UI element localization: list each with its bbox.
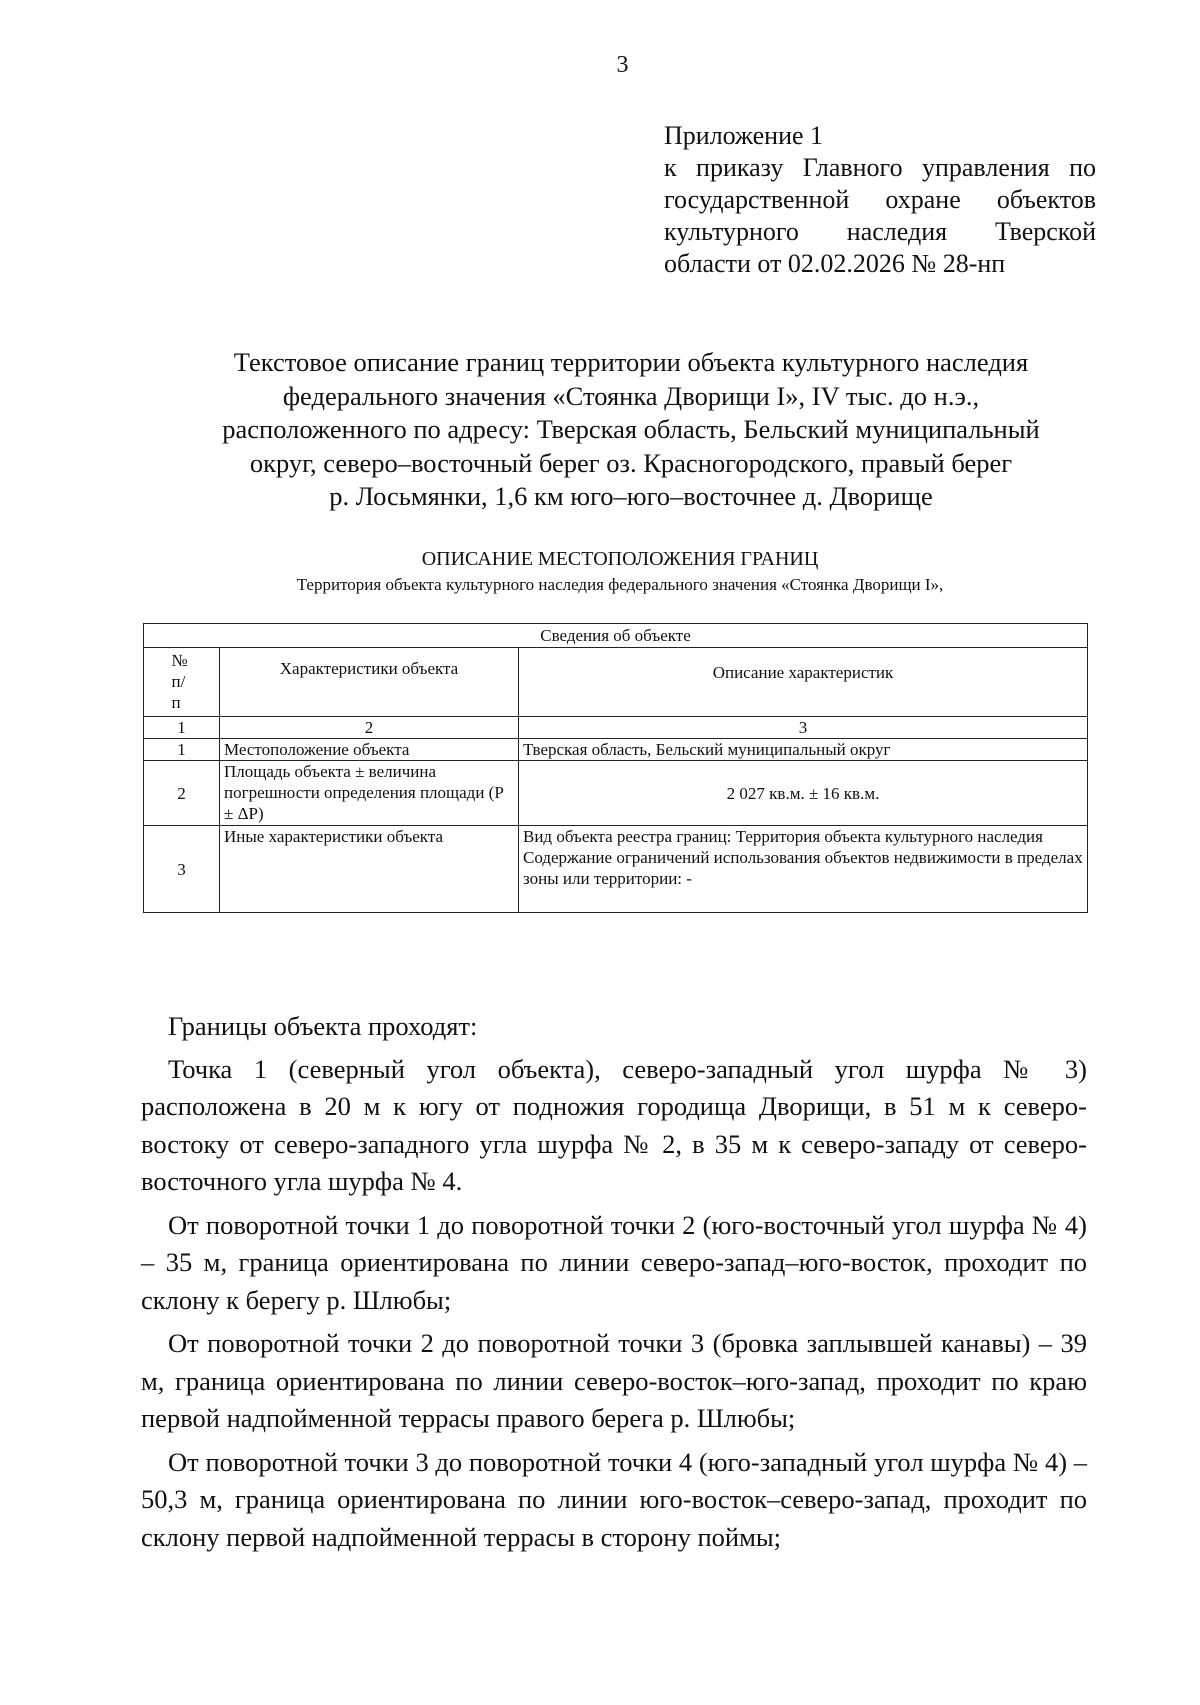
- row-description-line: Содержание ограничений использования объектов недвижимости в пределах зоны или территории: -: [523, 848, 1083, 888]
- table-row: [144, 761, 1088, 826]
- document-title: [100, 346, 1162, 514]
- body-paragraph: От поворотной точки 2 до поворотной точки 3 (бровка заплывшей канавы) – 39 м, граница ориентирована по линии северо-восток–юго-запад, проходит по краю первой надпойменной террасы правого берега р. Шлюбы;: [141, 1328, 1087, 1433]
- table-row: [144, 739, 1088, 761]
- row-description: [519, 826, 1088, 913]
- index-cell: 1: [144, 717, 220, 739]
- appendix-line: к приказу Главного управления по: [664, 153, 1096, 182]
- row-characteristic: Иные характеристики объекта: [220, 826, 519, 913]
- title-line: Текстовое описание границ территории объекта культурного наследия: [233, 347, 1029, 377]
- body-paragraph: От поворотной точки 1 до поворотной точки 2 (юго-восточный угол шурфа № 4) – 35 м, граница ориентирована по линии северо-запад–юго-восток, проходит по склону к берегу р. Шлюбы;: [141, 1209, 1087, 1315]
- appendix-block: [664, 120, 1096, 280]
- header-num-text: № п/ п: [171, 651, 188, 712]
- title-line: р. Лосьмянки, 1,6 км юго–юго–восточнее д. Дворище: [329, 481, 933, 511]
- row-characteristic: Местоположение объекта: [220, 739, 519, 761]
- title-line: округ, северо–восточный берег оз. Красногородского, правый берег: [249, 447, 1013, 478]
- row-description-line: Вид объекта реестра границ: Территория объекта культурного наследия: [523, 827, 1043, 846]
- body-paragraph: Точка 1 (северный угол объекта), северо-западный угол шурфа № 3) расположена в 20 м к югу от подножия городища Дворищи, в 51 м к северо-востоку от северо-западного угла шурфа № 2, в 35 м к северо-западу от северо-восточного угла шурфа № 4.: [141, 1053, 1087, 1196]
- row-description: 2 027 кв.м. ± 16 кв.м.: [519, 761, 1088, 826]
- title-line: федерального значения «Стоянка Дворищи I», IV тыс. до н.э.,: [282, 380, 980, 411]
- row-characteristic: Площадь объекта ± величина погрешности определения площади (Р ± ΔР): [220, 761, 519, 826]
- section-heading: ОПИСАНИЕ МЕСТОПОЛОЖЕНИЯ ГРАНИЦ: [421, 548, 819, 570]
- table-row: [144, 826, 1088, 913]
- body-paragraph: От поворотной точки 3 до поворотной точки 4 (юго-западный угол шурфа № 4) – 50,3 м, граница ориентирована по линии юго-восток–северо-запад, проходит по склону первой надпойменной террасы в сторону поймы;: [141, 1446, 1087, 1552]
- body-text: [141, 1008, 1087, 1556]
- header-characteristic: Характеристики объекта: [220, 648, 519, 717]
- row-num: 2: [144, 761, 220, 826]
- object-info-table: [143, 623, 1088, 913]
- row-num: 3: [144, 826, 220, 913]
- header-num: [144, 648, 220, 717]
- index-cell: 2: [220, 717, 519, 739]
- title-line: расположенного по адресу: Тверская область, Бельский муниципальный: [222, 414, 1040, 444]
- table-index-row: [144, 717, 1088, 739]
- appendix-line: Приложение 1: [664, 121, 824, 150]
- appendix-line: государственной охране объектов: [664, 185, 1096, 214]
- table-header-row: [144, 648, 1088, 717]
- row-num: 1: [144, 739, 220, 761]
- table-caption: Сведения об объекте: [144, 624, 1088, 648]
- header-description: Описание характеристик: [519, 648, 1088, 717]
- page-number: 3: [616, 52, 629, 78]
- appendix-line: области от 02.02.2026 № 28-нп: [664, 249, 1006, 278]
- table-caption-row: [144, 624, 1088, 648]
- row-description: Тверская область, Бельский муниципальный округ: [519, 739, 1088, 761]
- section-subheading: Территория объекта культурного наследия федерального значения «Стоянка Дворищи I»,: [296, 575, 944, 594]
- appendix-line: культурного наследия Тверской: [664, 217, 1096, 246]
- body-intro: Границы объекта проходят:: [168, 1011, 478, 1041]
- index-cell: 3: [519, 717, 1088, 739]
